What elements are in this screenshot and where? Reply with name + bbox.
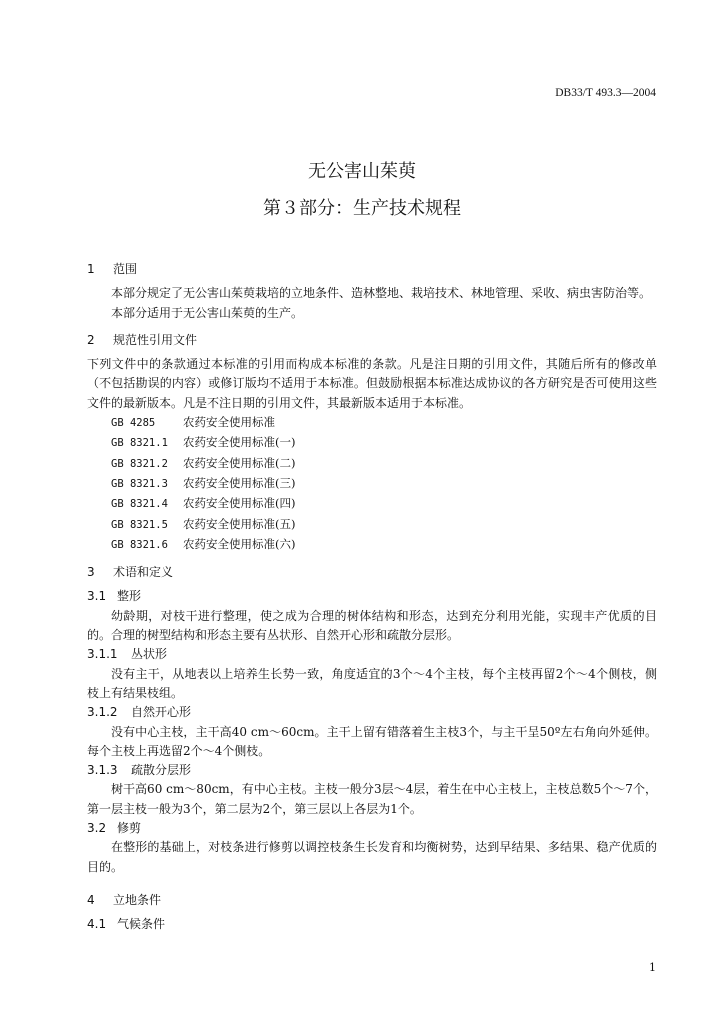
reference-code: GB 4285: [111, 417, 156, 430]
subsection-heading: [87, 819, 657, 838]
paragraph: 下列文件中的条款通过本标准的引用而构成本标准的条款。凡是注日期的引用文件，其随后所有的修改单（不包括勘误的内容）或修订版均不适用于本标准。但鼓励根据本标准达成协议的各方研究是否可使用这些文件的最新版本。凡是不注日期的引用文件，其最新版本适用于本标准。: [87, 357, 657, 410]
standard-number: DB33/T 493.3—2004: [555, 87, 656, 99]
section-title: 整形: [117, 589, 142, 604]
section-number: 3.1.3: [87, 763, 118, 778]
subsection-heading: [87, 645, 657, 664]
section-heading-3: [87, 563, 657, 582]
section-title: 规范性引用文件: [113, 332, 198, 347]
section-title: 术语和定义: [113, 565, 174, 580]
section-title: 疏散分层形: [131, 763, 192, 778]
reference-code: GB 8321.3: [111, 477, 168, 490]
reference-code: GB 8321.1: [111, 437, 168, 450]
section-title: 气候条件: [117, 917, 166, 932]
section-number: 3: [87, 565, 95, 580]
subsection-heading: [87, 761, 657, 780]
section-number: 3.2: [87, 821, 107, 836]
section-title: 修剪: [117, 821, 142, 836]
paragraph: 在整形的基础上，对枝条进行修剪以调控枝条生长发育和均衡树势，达到早结果、多结果、稳产优质的目的。: [87, 840, 657, 874]
section-number: 4: [87, 892, 95, 907]
paragraph: 没有主干，从地表以上培养生长势一致，角度适宜的3个～4个主枝，每个主枝再留2个～4个侧枝，侧枝上有结果枝组。: [87, 666, 657, 700]
section-heading-1: [87, 260, 657, 279]
section-number: 3.1.2: [87, 705, 118, 720]
section-number: 1: [87, 262, 95, 276]
reference-name: 农药安全使用标准(六): [183, 536, 296, 551]
reference-item: [111, 494, 657, 514]
reference-code: GB 8321.6: [111, 538, 168, 551]
section-number: 4.1: [87, 917, 107, 932]
reference-code: GB 8321.4: [111, 498, 168, 511]
reference-name: 农药安全使用标准(一): [183, 435, 296, 450]
document-subtitle: 第３部分：生产技术规程: [263, 198, 461, 219]
section-title: 立地条件: [113, 892, 162, 907]
section-number: 3.1.1: [87, 647, 118, 662]
reference-item: [111, 474, 657, 494]
paragraph: 本部分规定了无公害山茱萸栽培的立地条件、造林整地、栽培技术、林地管理、采收、病虫害防治等。: [111, 286, 652, 301]
section-number: 3.1: [87, 589, 107, 604]
section-title: 自然开心形: [131, 705, 192, 720]
document-body: [87, 258, 657, 935]
paragraph: 幼龄期，对枝干进行整理，使之成为合理的树体结构和形态，达到充分利用光能，实现丰产优质的目的。合理的树型结构和形态主要有丛状形、自然开心形和疏散分层形。: [87, 608, 657, 643]
subsection-heading: [87, 915, 657, 934]
paragraph: 没有中心主枝，主干高40 cm～60cm。主干上留有错落着生主枝3个，与主干呈50º左右角向外延伸。每个主枝上再选留2个～4个侧枝。: [87, 724, 657, 758]
section-number: 2: [87, 332, 95, 347]
reference-item: [111, 454, 657, 474]
reference-item: [111, 535, 657, 555]
reference-code: GB 8321.2: [111, 457, 168, 470]
paragraph: 树干高60 cm～80cm，有中心主枝。主枝一般分3层～4层，着生在中心主枝上，主枝总数5个～7个，第一层主枝一般为3个，第二层为2个，第三层以上各层为1个。: [87, 782, 657, 816]
section-title: 丛状形: [131, 647, 168, 662]
reference-name: 农药安全使用标准(五): [183, 516, 296, 531]
reference-code: GB 8321.5: [111, 518, 168, 531]
section-heading-2: [87, 331, 657, 350]
reference-name: 农药安全使用标准(二): [183, 455, 296, 470]
reference-name: 农药安全使用标准(三): [183, 475, 296, 490]
reference-item: [111, 433, 657, 453]
reference-name: 农药安全使用标准(四): [183, 496, 296, 511]
subsection-heading: [87, 703, 657, 722]
document-title: 无公害山茱萸: [308, 161, 416, 182]
reference-item: [111, 515, 657, 535]
section-heading-4: [87, 891, 657, 910]
reference-name: 农药安全使用标准: [183, 415, 275, 430]
section-title: 范围: [113, 262, 138, 276]
page-number: 1: [649, 961, 656, 974]
reference-item: [111, 413, 657, 433]
paragraph: 本部分适用于无公害山茱萸的生产。: [111, 305, 304, 320]
subsection-heading: [87, 587, 657, 606]
reference-list: [87, 413, 657, 555]
